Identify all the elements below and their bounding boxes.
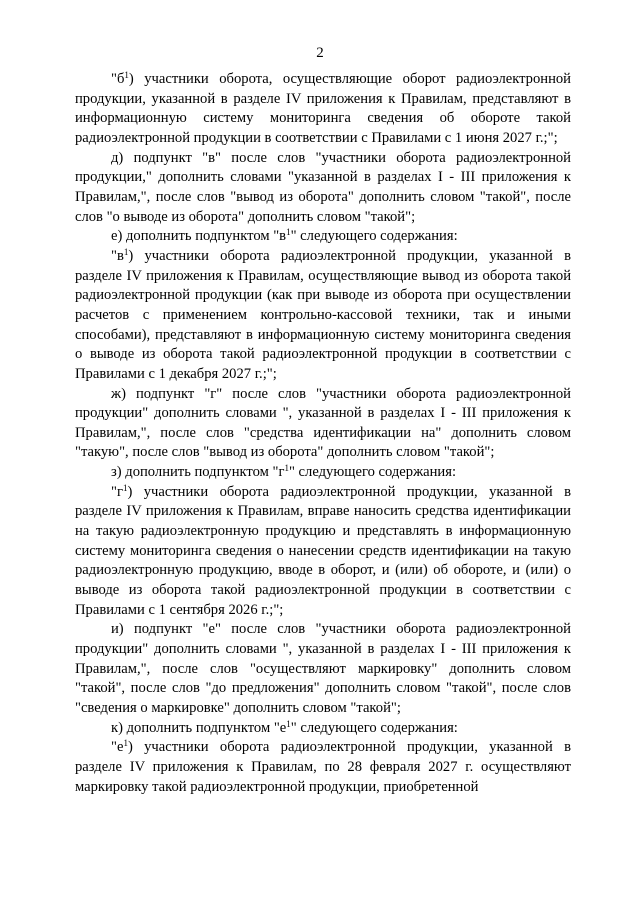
paragraph xyxy=(75,620,571,718)
paragraph-text: ) участники оборота радиоэлектронной продукции, указанной в разделе IV приложения к Правилам, осуществляющие вывод из оборота такой радиоэлектронной продукции (как при выводе из оборота при осуществлении расчетов с применением контрольно-кассовой техники, так и иными способами), представляют в информационную систему мониторинга сведения о выводе из оборота такой радиоэлектронной продукции в соответствии с Правилами с 1 декабря 2027 г.;"; xyxy=(75,247,571,382)
paragraph xyxy=(75,149,571,228)
paragraph-text: " следующего содержания: xyxy=(290,228,458,245)
superscript: 1 xyxy=(123,738,128,749)
paragraph-text: к) дополнить подпунктом "е xyxy=(111,719,287,736)
paragraph xyxy=(75,227,571,247)
paragraph-text: ж) подпункт "г" после слов "участники оборота радиоэлектронной продукции" дополнить словами ", указанной в разделах I - III приложения к Правилам,", после слов "средства идентификации на" дополнить словом "такую", после слов "вывод из оборота" дополнить словом "такой"; xyxy=(75,385,571,461)
document-body xyxy=(75,70,571,797)
paragraph-text: " следующего содержания: xyxy=(290,719,458,736)
paragraph xyxy=(75,70,571,149)
superscript: 1 xyxy=(122,482,128,493)
paragraph xyxy=(75,385,571,464)
paragraph-text: ) участники оборота радиоэлектронной продукции, указанной в разделе IV приложения к Правилам, по 28 февраля 2027 г. осуществляют маркировку такой радиоэлектронной продукции, приобретенной xyxy=(75,739,571,795)
paragraph-text: е) дополнить подпунктом "в xyxy=(111,228,287,245)
paragraph-text: "г xyxy=(111,483,123,500)
paragraph xyxy=(75,463,571,483)
paragraph-text: ) участники оборота радиоэлектронной продукции, указанной в разделе IV приложения к Правилам, вправе наносить средства идентификации на такую радиоэлектронную продукцию и представлять в информационную систему мониторинга сведения о нанесении средств идентификации на такую радиоэлектронную продукцию, вводе в оборот, и (или) об обороте, и (или) о выводе из оборота такой радиоэлектронной продукции в соответствии с Правилами с 1 сентября 2026 г.;"; xyxy=(75,483,571,618)
paragraph-text: д) подпункт "в" после слов "участники оборота радиоэлектронной продукции," дополнить словами "указанной в разделах I - III приложения к Правилам,", после слов "вывод из оборота" дополнить словом "такой", после слов "о выводе из оборота" дополнить словом "такой"; xyxy=(75,149,571,225)
paragraph xyxy=(75,247,571,385)
paragraph-text: "е xyxy=(111,739,124,756)
paragraph-text: "в xyxy=(111,247,124,264)
paragraph-text: ) участники оборота, осуществляющие оборот радиоэлектронной продукции, указанной в разделе IV приложения к Правилам, представляют в информационную систему мониторинга сведения об обороте такой радиоэлектронной продукции в соответствии с Правилами с 1 июня 2027 г.;"; xyxy=(75,71,571,146)
paragraph-text: "б xyxy=(111,71,125,87)
paragraph xyxy=(75,483,571,621)
paragraph-text: з) дополнить подпунктом "г xyxy=(111,464,285,481)
superscript: 1 xyxy=(286,718,291,729)
paragraph xyxy=(75,719,571,739)
superscript: 1 xyxy=(284,463,289,474)
paragraph-text: и) подпункт "е" после слов "участники оборота радиоэлектронной продукции" дополнить словами ", указанной в разделах I - III приложения к Правилам,", после слов "осуществляют маркировку" дополнить словом "такой", после слов "до предложения" дополнить словом "такой", после слов "сведения о маркировке" дополнить словом "такой"; xyxy=(75,621,571,716)
superscript: 1 xyxy=(286,227,291,238)
paragraph xyxy=(75,738,571,797)
page-number: 2 xyxy=(316,45,324,61)
paragraph-text: " следующего содержания: xyxy=(288,464,457,481)
superscript: 1 xyxy=(123,246,129,257)
superscript: 1 xyxy=(124,70,129,80)
